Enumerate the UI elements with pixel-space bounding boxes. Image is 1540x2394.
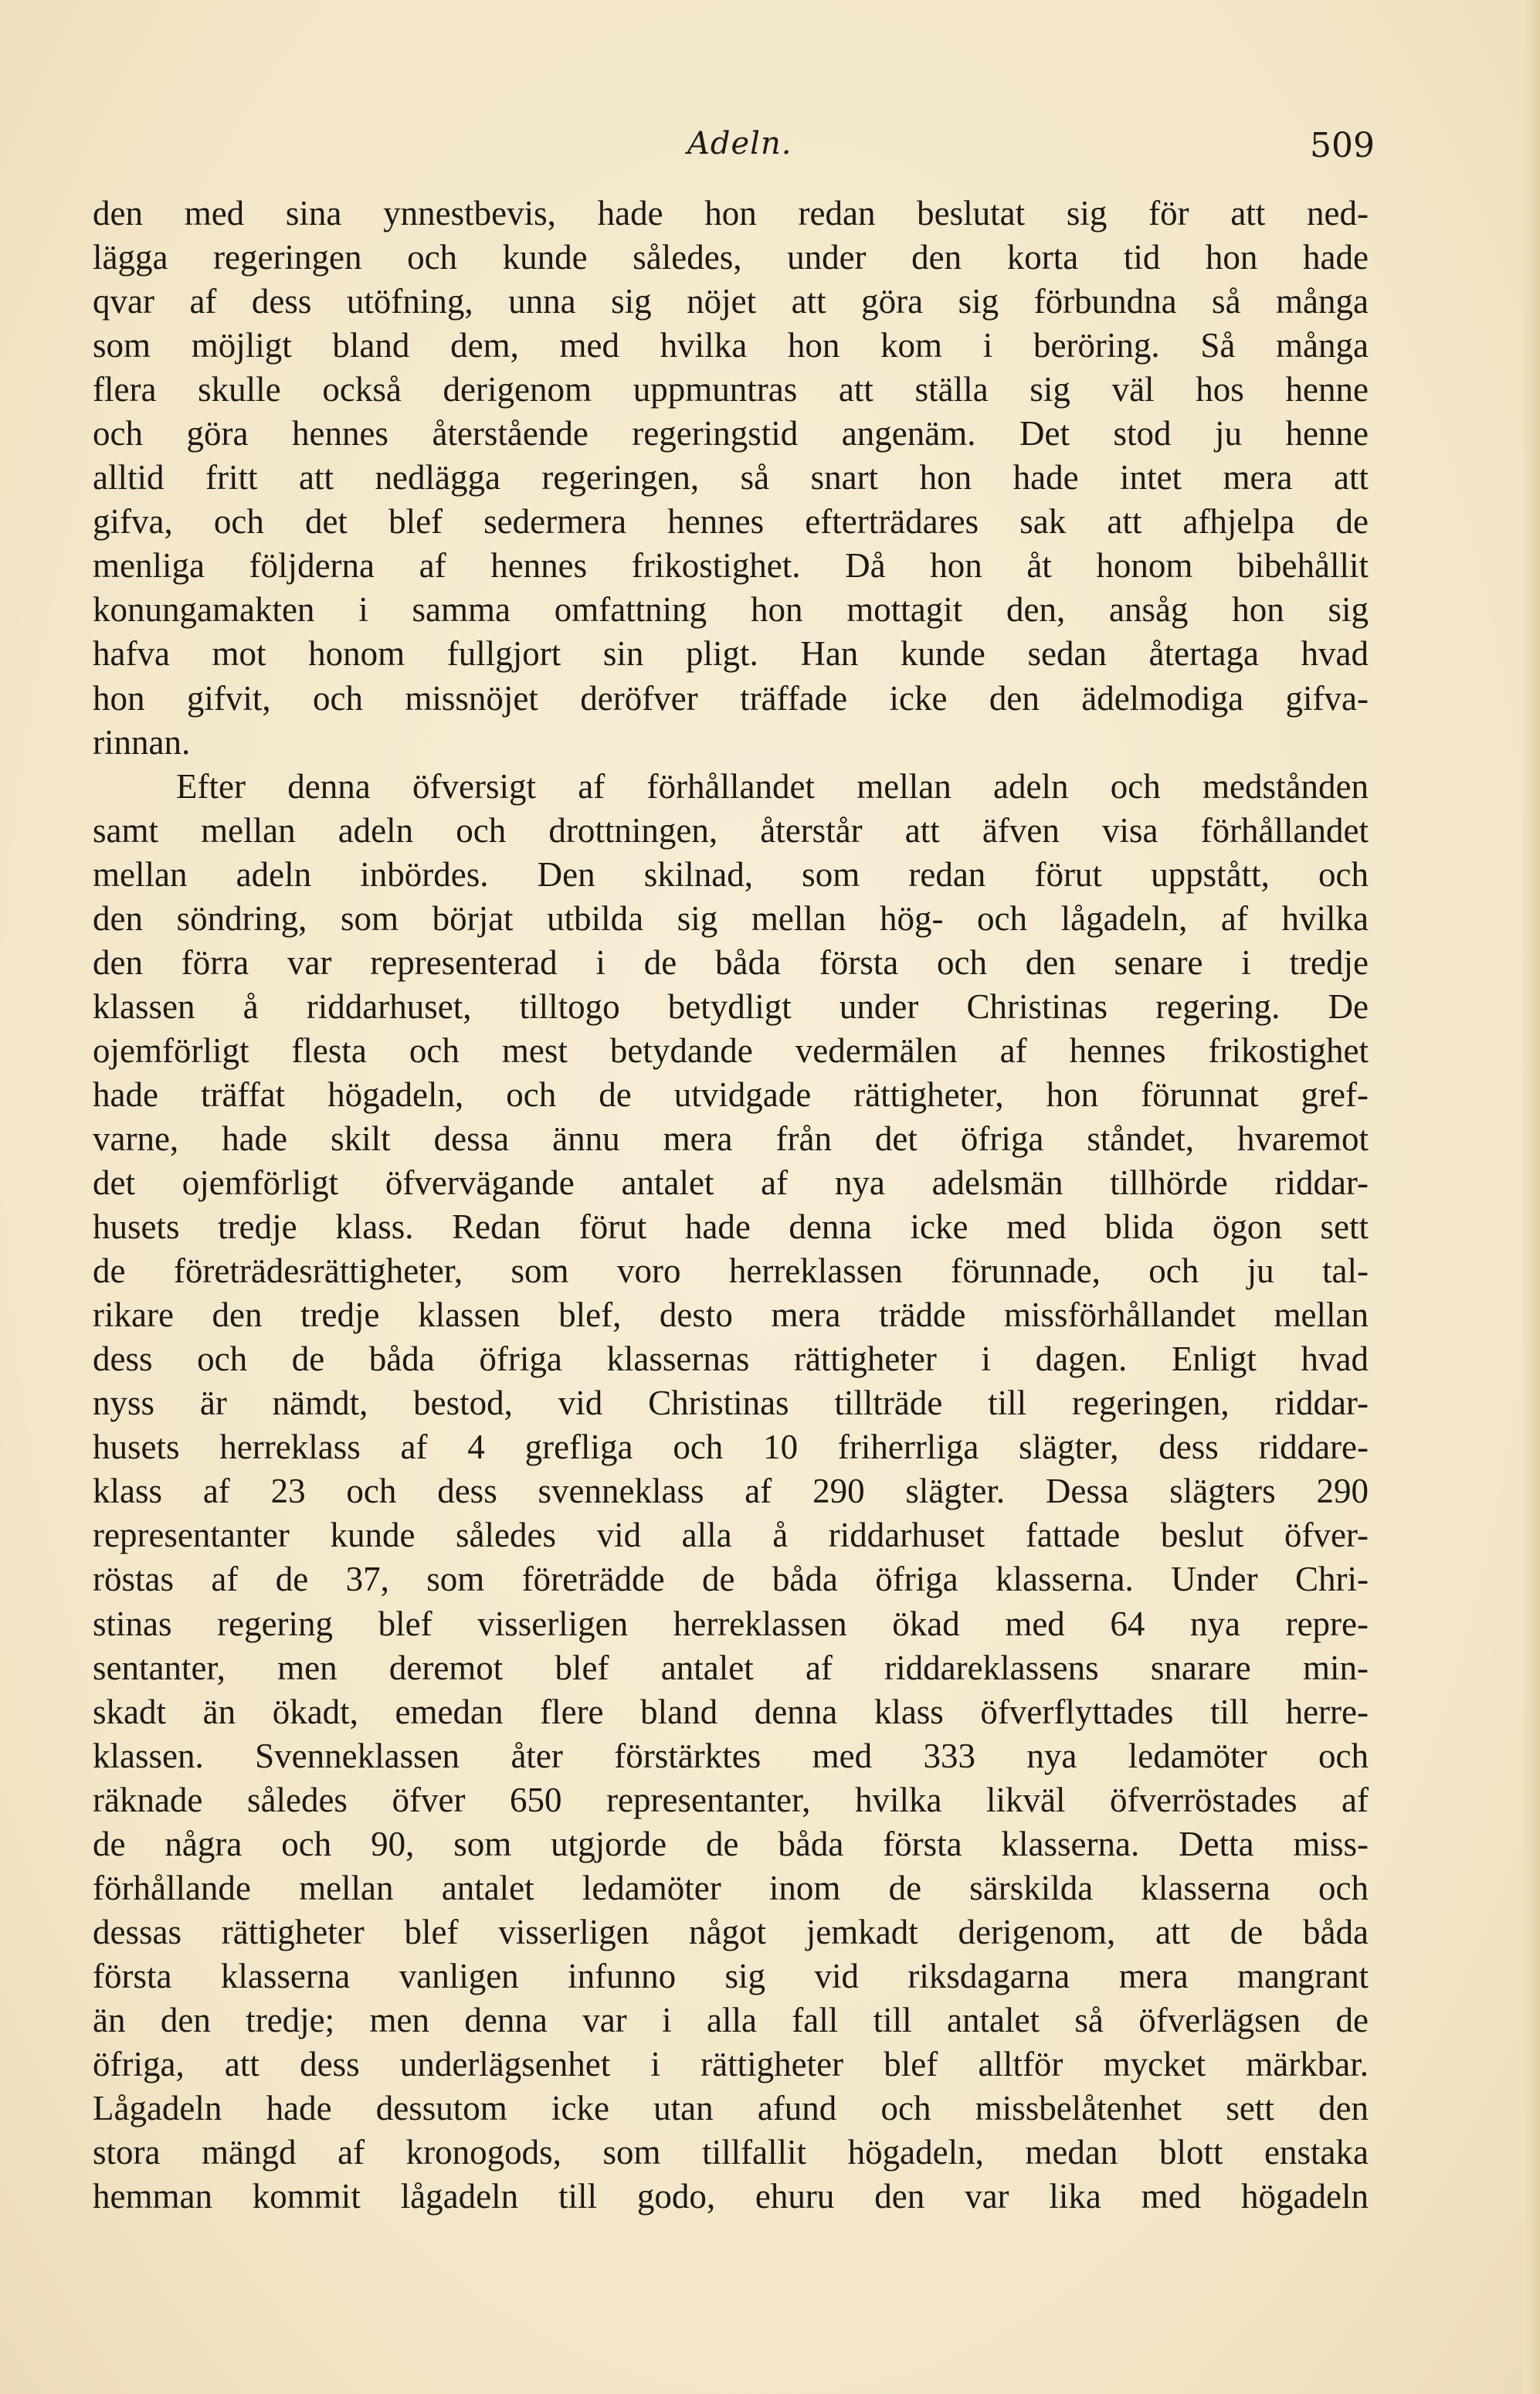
text-line: den förra var representerad i de båda första och den senare i tredje	[93, 942, 1369, 982]
page-edge	[1523, 0, 1540, 2394]
text-line: det ojemförligt öfvervägande antalet af nya adelsmän tillhörde riddar-	[93, 1163, 1369, 1203]
text-line: Efter denna öfversigt af förhållandet mellan adeln och medstånden	[176, 766, 1369, 806]
text-line: nyss är nämdt, bestod, vid Christinas tillträde till regeringen, riddar-	[93, 1384, 1369, 1423]
page-header	[93, 126, 1375, 172]
text-line: de företrädesrättigheter, som voro herreklassen förunnade, och ju tal-	[93, 1251, 1369, 1291]
text-line: sentanter, men deremot blef antalet af riddareklassens snarare min-	[93, 1648, 1369, 1687]
text-line: stinas regering blef visserligen herreklassen ökad med 64 nya repre-	[93, 1604, 1369, 1643]
text-line: flera skulle också derigenom uppmuntras att ställa sig väl hos henne	[93, 370, 1369, 409]
text-line: som möjligt bland dem, med hvilka hon kom i beröring. Så många	[93, 326, 1369, 365]
text-line: hon gifvit, och missnöjet deröfver träffade icke den ädelmodiga gifva-	[93, 678, 1369, 718]
text-line: öfriga, att dess underlägsenhet i rättigheter blef alltför mycket märkbar.	[93, 2044, 1369, 2083]
text-line: qvar af dess utöfning, unna sig nöjet att göra sig förbundna så många	[93, 282, 1369, 321]
text-line: stora mängd af kronogods, som tillfallit högadeln, medan blott enstaka	[93, 2133, 1369, 2172]
text-line: menliga följderna af hennes frikostighet. Då hon åt honom bibehållit	[93, 546, 1369, 586]
text-line: den söndring, som börjat utbilda sig mellan hög- och lågadeln, af hvilka	[93, 898, 1369, 938]
text-line: rikare den tredje klassen blef, desto mera trädde missförhållandet mellan	[93, 1295, 1369, 1335]
text-line: Lågadeln hade dessutom icke utan afund och missbelåtenhet sett den	[93, 2089, 1369, 2128]
text-line: skadt än ökadt, emedan flere bland denna klass öfverflyttades till herre-	[93, 1692, 1369, 1731]
page-number: 509	[1310, 126, 1375, 165]
text-line: klassen. Svenneklassen åter förstärktes med 333 nya ledamöter och	[93, 1736, 1369, 1775]
text-line: räknade således öfver 650 representanter, hvilka likväl öfverröstades af	[93, 1780, 1369, 1819]
text-line: samt mellan adeln och drottningen, återstår att äfven visa förhållandet	[93, 810, 1369, 850]
text-line: och göra hennes återstående regeringstid angenäm. Det stod ju henne	[93, 414, 1369, 453]
text-line: klassen å riddarhuset, tilltogo betydligt under Christinas regering. De	[93, 986, 1369, 1026]
text-line: dessas rättigheter blef visserligen något jemkadt derigenom, att de båda	[93, 1912, 1369, 1951]
text-line: dess och de båda öfriga klassernas rättigheter i dagen. Enligt hvad	[93, 1340, 1369, 1379]
text-line: konungamakten i samma omfattning hon mottagit den, ansåg hon sig	[93, 590, 1369, 630]
text-line: röstas af de 37, som företrädde de båda öfriga klasserna. Under Chri-	[93, 1560, 1369, 1599]
text-line: den med sina ynnestbevis, hade hon redan beslutat sig för att ned-	[93, 194, 1369, 233]
text-line: än den tredje; men denna var i alla fall till antalet så öfverlägsen de	[93, 2000, 1369, 2039]
body-text	[93, 192, 1369, 2219]
text-line: hade träffat högadeln, och de utvidgade rättigheter, hon förunnat gref-	[93, 1075, 1369, 1114]
text-line: hafva mot honom fullgjort sin pligt. Han kunde sedan återtaga hvad	[93, 634, 1369, 674]
text-line: klass af 23 och dess svenneklass af 290 slägter. Dessa slägters 290	[93, 1472, 1369, 1511]
text-line: ojemförligt flesta och mest betydande vedermälen af hennes frikostighet	[93, 1031, 1369, 1070]
text-line: representanter kunde således vid alla å riddarhuset fattade beslut öfver-	[93, 1516, 1369, 1555]
text-line: gifva, och det blef sedermera hennes efterträdares sak att afhjelpa de	[93, 502, 1369, 542]
text-line: första klasserna vanligen infunno sig vid riksdagarna mera mangrant	[93, 1956, 1369, 1995]
text-line: rinnan.	[93, 722, 191, 762]
text-line: lägga regeringen och kunde således, under den korta tid hon hade	[93, 238, 1369, 277]
text-line: varne, hade skilt dessa ännu mera från det öfriga ståndet, hvaremot	[93, 1119, 1369, 1158]
text-line: mellan adeln inbördes. Den skilnad, som redan förut uppstått, och	[93, 854, 1369, 894]
text-line: husets herreklass af 4 grefliga och 10 friherrliga slägter, dess riddare-	[93, 1428, 1369, 1467]
text-line: de några och 90, som utgjorde de båda första klasserna. Detta miss-	[93, 1824, 1369, 1863]
text-line: förhållande mellan antalet ledamöter inom de särskilda klasserna och	[93, 1868, 1369, 1907]
text-line: alltid fritt att nedlägga regeringen, så snart hon hade intet mera att	[93, 458, 1369, 497]
text-line: hemman kommit lågadeln till godo, ehuru den var lika med högadeln	[93, 2177, 1369, 2216]
running-head: Adeln.	[687, 126, 792, 161]
text-line: husets tredje klass. Redan förut hade denna icke med blida ögon sett	[93, 1207, 1369, 1247]
